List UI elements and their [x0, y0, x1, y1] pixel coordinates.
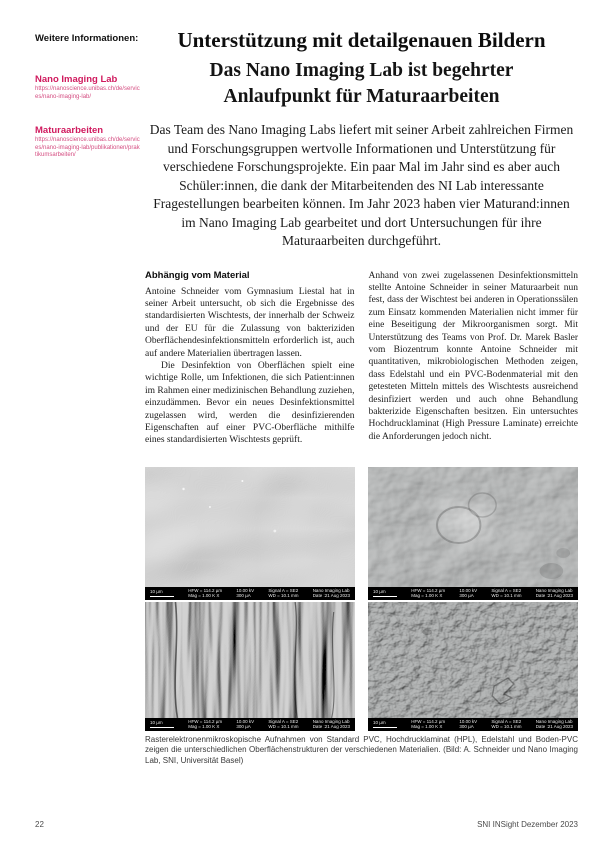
- sem-micrograph-wavy: [145, 467, 355, 587]
- scale-bar: [373, 596, 397, 597]
- issue-label: SNI INSight Dezember 2023: [477, 820, 578, 829]
- article-subtitle: Das Nano Imaging Lab ist begehrter Anlaufpunkt für Maturaarbeiten: [209, 60, 514, 107]
- sem-image-grid: [145, 467, 578, 731]
- sem-micrograph-striated: [145, 602, 355, 718]
- sem-image-4: [368, 602, 578, 731]
- link-url[interactable]: https://nanoscience.unibas.ch/de/services/nano-imaging-lab/: [35, 86, 140, 100]
- column-left: [145, 270, 355, 447]
- scale-bar: [150, 596, 174, 597]
- article: [145, 28, 578, 775]
- figure-caption: Rasterelektronenmikroskopische Aufnahmen von Standard PVC, Hochdrucklaminat (HPL), Edelstahl und Boden-PVC zeigen die unterschiedlichen Oberflächenstrukturen der verschiedenen Materialien. (Bild: A. Schneider und Nano Imaging Lab, SNI, Universität Basel): [145, 734, 578, 765]
- sem-info-bar: 10 µm HFW = 114.2 µm Mag = 1.00 K X 10.00 kV 300 µA Signal A = SE2 WD = 10.1 mm Nano Imaging Lab Date :21 Aug 2023: [145, 587, 355, 600]
- sem-image-2: [368, 467, 578, 600]
- section-heading: Abhängig vom Material: [145, 269, 250, 281]
- sidebar-link-nano-imaging-lab[interactable]: [35, 74, 141, 101]
- sem-image-3: [145, 602, 355, 731]
- link-url[interactable]: https://nanoscience.unibas.ch/de/services/nano-imaging-lab/publikationen/praktikumsarbeiten/: [35, 137, 140, 159]
- page-number: 22: [35, 820, 44, 829]
- scale-label: 10 µm: [150, 720, 163, 726]
- article-title: Unterstützung mit detailgenauen Bildern: [177, 28, 546, 52]
- scale-bar: [150, 727, 174, 728]
- sem-micrograph-granular: [368, 602, 578, 718]
- sem-info-bar: 10 µm HFW = 114.2 µm Mag = 1.00 K X 10.00 kV 300 µA Signal A = SE2 WD = 10.1 mm Nano Imaging Lab Date :21 Aug 2023: [368, 718, 578, 731]
- sem-info-bar: 10 µm HFW = 114.2 µm Mag = 1.00 K X 10.00 kV 300 µA Signal A = SE2 WD = 10.1 mm Nano Imaging Lab Date :21 Aug 2023: [368, 587, 578, 600]
- article-columns: [145, 270, 578, 447]
- scale-label: 10 µm: [373, 720, 386, 726]
- page-footer: [35, 820, 578, 829]
- column-right: [369, 270, 579, 447]
- body-paragraph: Antoine Schneider vom Gymnasium Liestal hat in seiner Arbeit untersucht, ob sich die Ergebnisse des standardisierten Wischtests, der innerhalb der Schweiz und der EU für die Zulassung von bakteriziden Oberflächendesinfektionsmitteln erforderlich ist, auch auf andere Materialien übertragen lassen.: [145, 286, 355, 359]
- sem-image-1: [145, 467, 355, 600]
- sidebar-link-maturaarbeiten[interactable]: [35, 125, 141, 160]
- body-paragraph: Die Desinfektion von Oberflächen spielt eine wichtige Rolle, um Infektionen, die sich Patient:innen im Rahmen einer medizinischen Behandlung zuziehen, einzudämmen. Bevor ein neues Desinfektionsmittel zugelassen wird, werden die desinfizierenden Eigenschaften auf einer PVC-Oberfläche mithilfe eines standardisierten Wischtests geprüft.: [145, 360, 355, 446]
- sidebar: [35, 33, 141, 160]
- sem-micrograph-bumpy: [368, 467, 578, 587]
- link-label[interactable]: Nano Imaging Lab: [35, 74, 118, 85]
- sidebar-heading: Weitere Informationen:: [35, 33, 139, 44]
- link-label[interactable]: Maturaarbeiten: [35, 125, 104, 137]
- scale-bar: [373, 727, 397, 728]
- body-paragraph: Anhand von zwei zugelassenen Desinfektionsmitteln stellte Antoine Schneider in seiner Maturaarbeit nun fest, dass der Wischtest bei anderen in Operationssälen zum Einsatz kommenden Materialien nicht immer für eine Beseitigung der Mikroorganismen sorgt. Mit Unterstützung des Teams von Prof. Dr. Marek Basler vom Biozentrum konnte Antoine Schneider mit quantitativen, mikrobiologischen Methoden zeigen, dass Edelstahl und ein PVC-Bodenmaterial mit den getesteten Mitteln mittels des Wischtests ausreichend desinfiziert werden und auch ohne Behandlung bakterizide Eigenschaften besitzen. Ein untersuchtes Hochdrucklaminat (High Pressure Laminate) erreichte die Anforderungen jedoch nicht.: [368, 270, 578, 442]
- scale-label: 10 µm: [373, 589, 386, 595]
- scale-label: 10 µm: [150, 589, 163, 595]
- sem-info-bar: 10 µm HFW = 114.2 µm Mag = 1.00 K X 10.00 kV 300 µA Signal A = SE2 WD = 10.1 mm Nano Imaging Lab Date :21 Aug 2023: [145, 718, 355, 731]
- article-lead: Das Team des Nano Imaging Labs liefert mit seiner Arbeit zahlreichen Firmen und Forschungsgruppen wertvolle Informationen und Unterstützung für verschiedene Forschungsprojekte. Ein paar Mal im Jahr sind es aber auch Schüler:innen, die dank der Mitarbeitenden des NI Lab interessante Fragestellungen bearbeiten können. Im Jahr 2023 haben vier Maturand:innen im Nano Imaging Lab gearbeitet und dort Untersuchungen für ihre Maturaarbeiten durchgeführt.: [149, 122, 574, 248]
